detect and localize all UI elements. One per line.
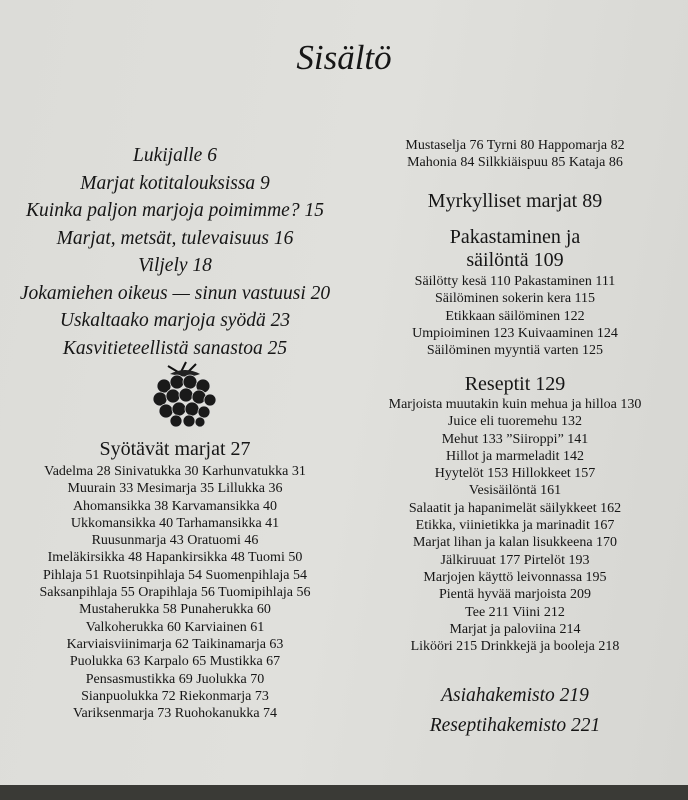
- toc-entry: Valkoherukka 60 Karviainen 61: [85, 619, 265, 635]
- toc-entry: Viljely 18: [138, 255, 212, 276]
- continued-list: [350, 137, 680, 172]
- section-heading-edible: Syötävät marjat 27: [99, 438, 251, 460]
- toc-entry: Puolukka 63 Karpalo 65 Mustikka 67: [69, 654, 281, 670]
- toc-entry: Pihlaja 51 Ruotsinpihlaja 54 Suomenpihlaja 54: [42, 567, 308, 583]
- heading-line: säilöntä 109: [466, 249, 564, 271]
- toc-entry: Salaatit ja hapanimelät säilykkeet 162: [408, 500, 622, 516]
- edible-berries-list: [10, 463, 340, 722]
- toc-entry: Karviaisviinimarja 62 Taikinamarja 63: [66, 636, 284, 652]
- toc-entry: Uskaltaako marjoja syödä 23: [59, 310, 291, 331]
- toc-entry: Mustaherukka 58 Punaherukka 60: [79, 602, 271, 618]
- toc-entry: Muurain 33 Mesimarja 35 Lillukka 36: [67, 481, 283, 497]
- freezing-list: [350, 273, 680, 359]
- toc-entry: Säilöminen sokerin kera 115: [434, 291, 596, 307]
- recipes-list: [350, 396, 680, 655]
- toc-entry: Lukijalle 6: [133, 145, 217, 166]
- toc-entry: Marjoista muutakin kuin mehua ja hilloa 130: [388, 397, 642, 412]
- toc-entry: Ahomansikka 38 Karvamansikka 40: [72, 498, 278, 514]
- toc-entry-subject-index: Asiahakemisto 219: [441, 685, 589, 706]
- toc-entry: Säilötty kesä 110 Pakastaminen 111: [414, 274, 616, 289]
- heading-line: Pakastaminen ja: [449, 226, 581, 248]
- toc-entry: Marjojen käyttö leivonnassa 195: [423, 569, 607, 585]
- toc-entry: Ruusunmarja 43 Oratuomi 46: [91, 533, 259, 549]
- toc-entry: Kuinka paljon marjoja poimimme? 15: [26, 200, 324, 221]
- toc-entry: Kasvitieteellistä sanastoa 25: [62, 337, 288, 359]
- toc-entry: Juice eli tuoremehu 132: [447, 414, 583, 430]
- toc-entry: Vesisäilöntä 161: [468, 483, 562, 499]
- raspberry-illustration: [150, 360, 220, 430]
- toc-entry-recipe-index: Reseptihakemisto 221: [429, 715, 601, 736]
- toc-entry: Sianpuolukka 72 Riekonmarja 73: [81, 688, 269, 704]
- toc-entry: Mustaselja 76 Tyrni 80 Happomarja 82: [405, 138, 625, 153]
- toc-entry: Likööri 215 Drinkkejä ja booleja 218: [410, 639, 620, 655]
- toc-entry: Marjat kotitalouksissa 9: [80, 172, 270, 194]
- toc-entry: Imeläkirsikka 48 Hapankirsikka 48 Tuomi 50: [47, 550, 303, 566]
- toc-entry: Ukkomansikka 40 Tarhamansikka 41: [70, 515, 280, 531]
- toc-entry: Mehut 133 ”Siiroppi” 141: [441, 431, 589, 447]
- toc-entry: Etikka, viinietikka ja marinadit 167: [415, 518, 615, 534]
- toc-entry: Pientä hyvää marjoista 209: [438, 587, 592, 603]
- index-list: [350, 681, 680, 741]
- toc-entry: Etikkaan säilöminen 122: [445, 308, 585, 324]
- toc-entry: Tee 211 Viini 212: [465, 604, 565, 620]
- toc-entry: Umpioiminen 123 Kuivaaminen 124: [412, 325, 618, 341]
- toc-entry: Säilöminen myyntiä varten 125: [426, 343, 604, 359]
- page-title: Sisältö: [296, 38, 392, 77]
- toc-entry: Vadelma 28 Sinivatukka 30 Karhunvatukka 31: [44, 464, 306, 479]
- toc-entry: Jälkiruuat 177 Pirtelöt 193: [440, 552, 590, 568]
- toc-entry: Jokamiehen oikeus — sinun vastuusi 20: [19, 282, 331, 304]
- intro-list: [10, 142, 340, 362]
- toc-entry: Mahonia 84 Silkkiäispuu 85 Kataja 86: [407, 155, 623, 171]
- section-heading-freezing: [350, 226, 680, 272]
- section-heading-recipes: Reseptit 129: [464, 373, 566, 395]
- toc-entry: Marjat lihan ja kalan lisukkeena 170: [412, 535, 618, 551]
- toc-entry: Marjat, metsät, tulevaisuus 16: [56, 227, 294, 249]
- toc-entry: Pensasmustikka 69 Juolukka 70: [85, 671, 265, 687]
- toc-entry: Saksanpihlaja 55 Orapihlaja 56 Tuomipihlaja 56: [39, 585, 311, 601]
- toc-entry: Variksenmarja 73 Ruohokanukka 74: [72, 706, 278, 722]
- page-edge-shadow: [0, 785, 688, 800]
- toc-entry: Hyytelöt 153 Hillokkeet 157: [434, 466, 596, 482]
- toc-entry: Marjat ja paloviina 214: [449, 621, 581, 637]
- section-heading-poisonous: Myrkylliset marjat 89: [427, 190, 603, 212]
- toc-entry: Hillot ja marmeladit 142: [445, 448, 585, 464]
